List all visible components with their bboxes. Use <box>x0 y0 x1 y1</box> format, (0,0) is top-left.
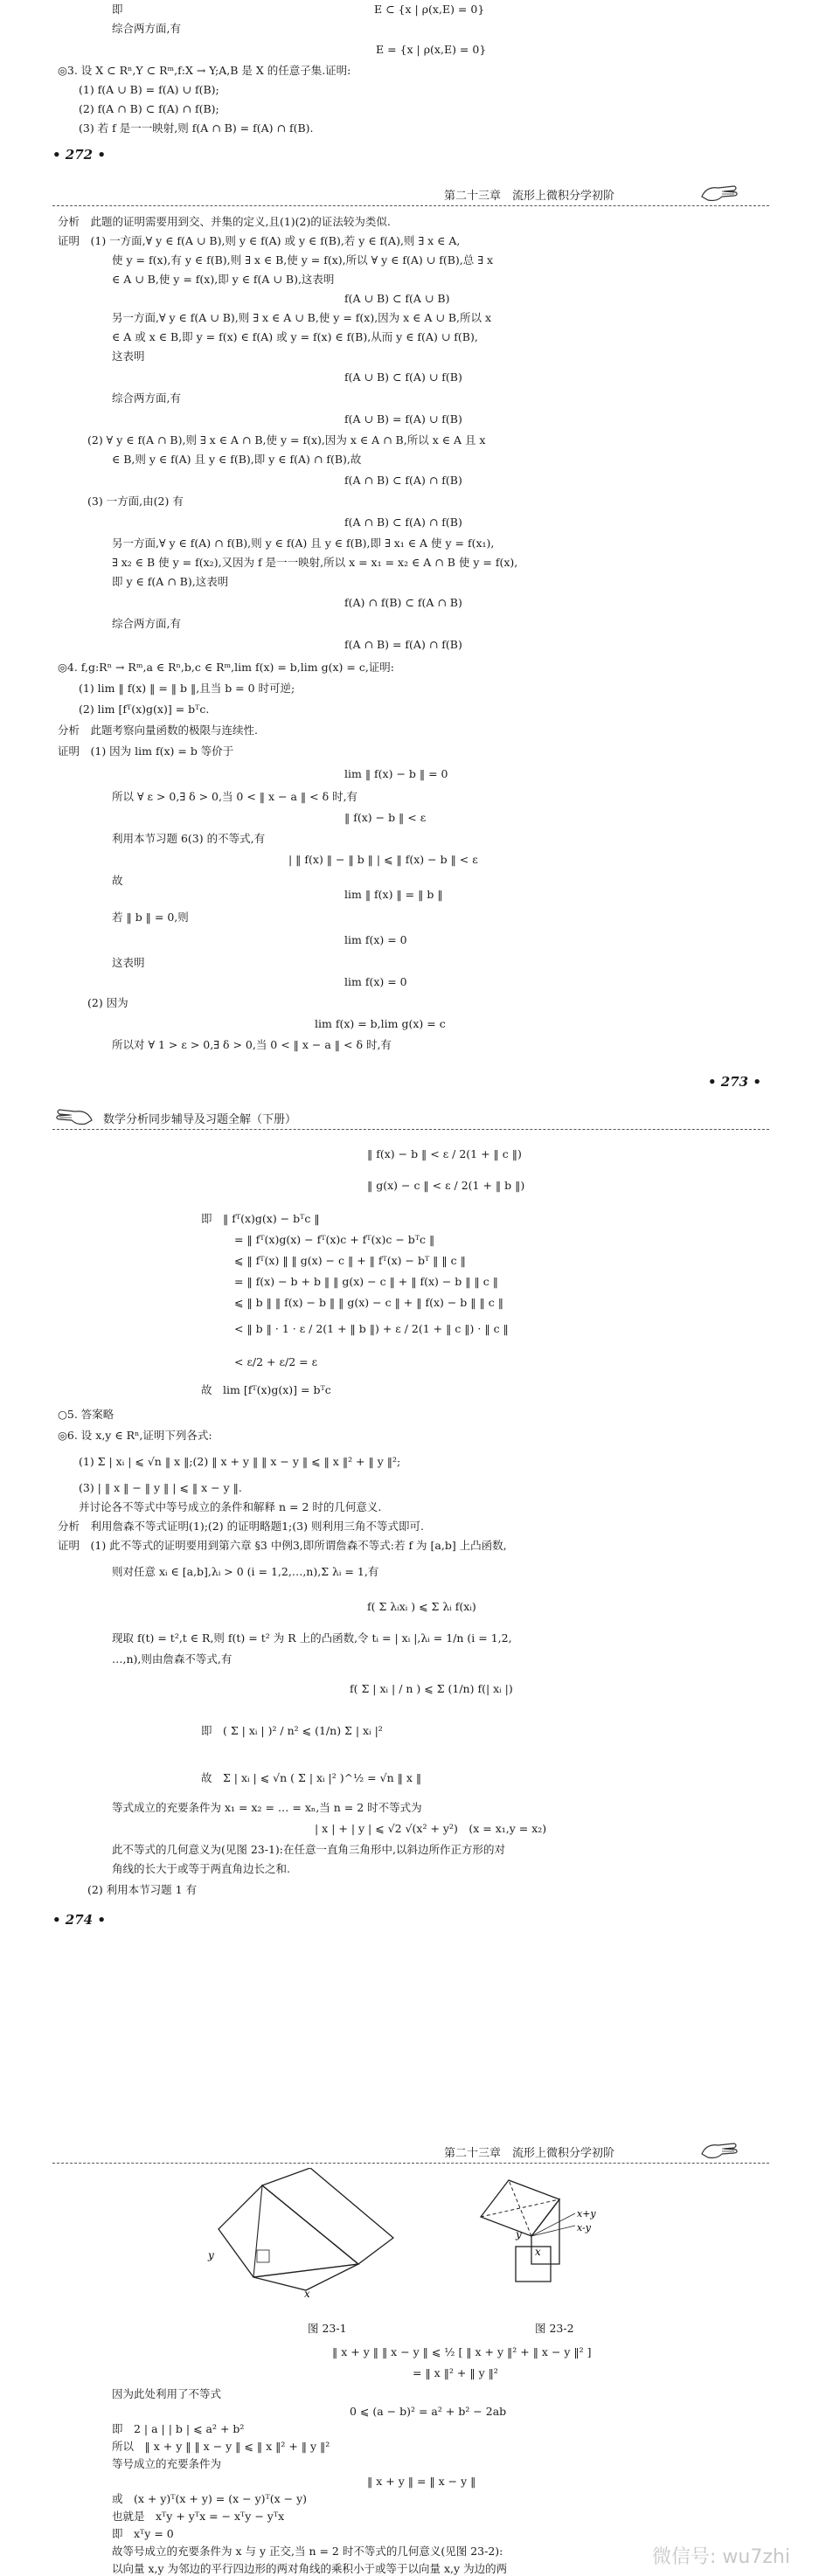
text-line: 所以 ∀ ε > 0,∃ δ > 0,当 0 < ‖ x − a ‖ < δ 时,有 <box>112 790 358 803</box>
text-line: (1) f(A ∪ B) = f(A) ∪ f(B); <box>79 83 219 96</box>
text-line: (2) 因为 <box>87 996 128 1009</box>
text-line: (2) f(A ∩ B) ⊂ f(A) ∩ f(B); <box>79 102 219 115</box>
text-line: 使 y = f(x),有 y ∈ f(B),则 ∃ x ∈ B,使 y = f(x),所以 ∀ y ∈ f(A) ∪ f(B),总 ∃ x <box>112 253 494 267</box>
text-line: 即 <box>112 3 123 16</box>
page-272 <box>0 0 819 175</box>
formula: E = {x | ρ(x,E) = 0} <box>376 43 487 56</box>
formula: ⩽ ‖ fᵀ(x) ‖ ‖ g(x) − c ‖ + ‖ fᵀ(x) − bᵀ ‖ ‖ c ‖ <box>234 1254 466 1267</box>
formula: f( Σ λᵢxᵢ ) ⩽ Σ λᵢ f(xᵢ) <box>367 1600 476 1613</box>
header-rule <box>52 2163 769 2164</box>
formula: ‖ x + y ‖ ‖ x − y ‖ ⩽ ½ [ ‖ x + y ‖² + ‖ x − y ‖² ] <box>332 2345 592 2358</box>
page-number: • 274 • <box>52 1912 106 1928</box>
text-line: (2) lim [fᵀ(x)g(x)] = bᵀc. <box>79 703 210 716</box>
formula: 即 ( Σ | xᵢ | )² / n² ⩽ (1/n) Σ | xᵢ |² <box>201 1724 383 1737</box>
text-line: (3) | ‖ x ‖ − ‖ y ‖ | ⩽ ‖ x − y ‖. <box>79 1481 242 1494</box>
text-line: 故 <box>112 874 123 887</box>
text-line: (1) lim ‖ f(x) ‖ = ‖ b ‖,且当 b = 0 时可逆; <box>79 682 295 695</box>
text-line: 即 y ∈ f(A ∩ B),这表明 <box>112 575 229 588</box>
figure-caption: 图 23-2 <box>535 2322 574 2335</box>
formula: = ‖ f(x) − b + b ‖ ‖ g(x) − c ‖ + ‖ f(x) − b ‖ ‖ c ‖ <box>234 1275 498 1288</box>
text-line: …,n),则由詹森不等式,有 <box>112 1652 233 1665</box>
formula: lim f(x) = 0 <box>344 933 407 946</box>
page-number: • 272 • <box>52 147 106 163</box>
text-line: 故等号成立的充要条件为 x 与 y 正交,当 n = 2 时不等式的几何意义(见图 23-2): <box>112 2545 503 2558</box>
text-line: (2) ∀ y ∈ f(A ∩ B),则 ∃ x ∈ A ∩ B,使 y = f(x),因为 x ∈ A ∩ B,所以 x ∈ A 且 x <box>87 433 486 447</box>
analysis-line: 分析 此题的证明需要用到交、并集的定义,且(1)(2)的证法较为类似. <box>58 215 391 228</box>
formula: f(A ∪ B) = f(A) ∪ f(B) <box>344 412 462 426</box>
text-line: 此不等式的几何意义为(见图 23-1):在任意一直角三角形中,以斜边所作正方形的对 <box>112 1843 505 1856</box>
figure-caption: 图 23-1 <box>308 2322 347 2335</box>
watermark: 微信号: wu7zhi <box>652 2546 790 2568</box>
formula: 所以 ‖ x + y ‖ ‖ x − y ‖ ⩽ ‖ x ‖² + ‖ y ‖² <box>112 2440 330 2453</box>
label-x: x <box>535 2246 541 2258</box>
formula: 也就是 xᵀy + yᵀx = − xᵀy − yᵀx <box>112 2510 285 2523</box>
formula: lim f(x) = 0 <box>344 975 407 988</box>
text-line: ∈ A 或 x ∈ B,即 y = f(x) ∈ f(A) 或 y = f(x) ∈ f(B),从而 y ∈ f(A) ∪ f(B), <box>112 330 478 343</box>
analysis-line: 分析 此题考察向量函数的极限与连续性. <box>58 724 258 737</box>
formula: f( Σ | xᵢ | / n ) ⩽ Σ (1/n) f(| xᵢ |) <box>350 1682 513 1695</box>
formula: f(A ∩ B) ⊂ f(A) ∩ f(B) <box>344 516 462 529</box>
analysis-line: 分析 利用詹森不等式证明(1);(2) 的证明略题1;(3) 则利用三角不等式即可. <box>58 1520 424 1533</box>
text-line: 这表明 <box>112 956 145 969</box>
hand-icon <box>699 181 739 204</box>
formula: | x | + | y | ⩽ √2 √(x² + y²) (x = x₁,y = x₂) <box>315 1822 547 1835</box>
label-y: y <box>208 2249 214 2261</box>
formula: f(A) ∩ f(B) ⊂ f(A ∩ B) <box>344 596 462 609</box>
formula: 0 ⩽ (a − b)² = a² + b² − 2ab <box>350 2405 507 2418</box>
text-line: 利用本节习题 6(3) 的不等式,有 <box>112 832 266 845</box>
running-header: 数学分析同步辅导及习题全解（下册） <box>103 1113 297 1126</box>
text-line: 另一方面,∀ y ∈ f(A ∪ B),则 ∃ x ∈ A ∪ B,使 y = f(x),因为 x ∈ A ∪ B,所以 x <box>112 311 492 324</box>
problem-statement: ◎4. f,g:Rⁿ → Rᵐ,a ∈ Rⁿ,b,c ∈ Rᵐ,lim f(x) = b,lim g(x) = c,证明: <box>58 661 395 674</box>
page-number: • 273 • <box>708 1074 761 1090</box>
proof-line: 证明 (1) 因为 lim f(x) = b 等价于 <box>58 744 234 758</box>
formula: f(A ∪ B) ⊂ f(A ∪ B) <box>344 292 450 305</box>
label-x-plus-y: x+y <box>577 2208 596 2219</box>
formula: lim ‖ f(x) − b ‖ = 0 <box>344 767 448 780</box>
text-line: (3) 一方面,由(2) 有 <box>87 495 184 508</box>
formula: f(A ∩ B) = f(A) ∩ f(B) <box>344 638 462 651</box>
formula: ‖ x + y ‖ = ‖ x − y ‖ <box>367 2475 476 2488</box>
formula: 即 xᵀy = 0 <box>112 2527 174 2540</box>
hand-icon <box>699 2138 739 2161</box>
running-header: 第二十三章 流形上微积分学初阶 <box>444 2147 615 2160</box>
text-line: 若 ‖ b ‖ = 0,则 <box>112 911 189 924</box>
running-header: 第二十三章 流形上微积分学初阶 <box>444 190 615 203</box>
formula: ‖ f(x) − b ‖ < ε <box>344 811 427 824</box>
label-x: x <box>304 2288 310 2299</box>
problem-statement: ◎3. 设 X ⊂ Rⁿ,Y ⊂ Rᵐ,f:X → Y;A,B 是 X 的任意子集.证明: <box>58 64 351 77</box>
formula: E ⊂ {x | ρ(x,E) = 0} <box>374 3 485 16</box>
text-line: (3) 若 f 是一一映射,则 f(A ∩ B) = f(A) ∩ f(B). <box>79 121 314 135</box>
text-line: ∃ x₂ ∈ B 使 y = f(x₂),又因为 f 是一一映射,所以 x = x₁ = x₂ ∈ A ∩ B 使 y = f(x), <box>112 556 518 569</box>
text-line: 因为此处利用了不等式 <box>112 2387 222 2400</box>
formula: ⩽ ‖ b ‖ ‖ f(x) − b ‖ ‖ g(x) − c ‖ + ‖ f(x) − b ‖ ‖ c ‖ <box>234 1296 503 1309</box>
text-line: 等式成立的充要条件为 x₁ = x₂ = … = xₙ,当 n = 2 时不等式为 <box>112 1801 422 1814</box>
header-rule <box>52 1129 769 1130</box>
hand-icon <box>54 1104 94 1127</box>
text-line: ∈ A ∪ B,使 y = f(x),即 y ∈ f(A ∪ B),这表明 <box>112 273 335 286</box>
text-line: 所以对 ∀ 1 > ε > 0,∃ δ > 0,当 0 < ‖ x − a ‖ < δ 时,有 <box>112 1038 392 1051</box>
label-x-minus-y: x-y <box>577 2222 591 2233</box>
text-line: 综合两方面,有 <box>112 617 181 630</box>
formula: ‖ f(x) − b ‖ < ε / 2(1 + ‖ c ‖) <box>367 1147 522 1160</box>
header-rule <box>52 205 769 206</box>
formula: 或 (x + y)ᵀ(x + y) = (x − y)ᵀ(x − y) <box>112 2492 308 2505</box>
text-line: 综合两方面,有 <box>112 22 181 35</box>
page-274 <box>0 1101 819 2132</box>
formula: ‖ g(x) − c ‖ < ε / 2(1 + ‖ b ‖) <box>367 1179 525 1192</box>
proof-line: 证明 (1) 一方面,∀ y ∈ f(A ∪ B),则 y ∈ f(A) 或 y ∈ f(B),若 y ∈ f(A),则 ∃ x ∈ A, <box>58 234 461 247</box>
text-line: 则对任意 xᵢ ∈ [a,b],λᵢ > 0 (i = 1,2,…,n),Σ λᵢ = 1,有 <box>112 1565 379 1578</box>
text-line: 综合两方面,有 <box>112 391 181 405</box>
problem-statement: ◎6. 设 x,y ∈ Rⁿ,证明下列各式: <box>58 1429 212 1442</box>
text-line: 以向量 x,y 为邻边的平行四边形的两对角线的乘积小于或等于以向量 x,y 为边的两 <box>112 2562 508 2575</box>
formula: 即 2 | a | | b | ⩽ a² + b² <box>112 2422 245 2435</box>
figure-23-1 <box>201 2168 402 2299</box>
text-line: (2) 利用本节习题 1 有 <box>87 1883 198 1896</box>
page-275 <box>0 2136 819 2574</box>
text-line: 并讨论各不等式中等号成立的条件和解释 n = 2 时的几何意义. <box>79 1500 382 1513</box>
proof-line: 证明 (1) 此不等式的证明要用到第六章 §3 中例3,即所谓詹森不等式:若 f 为 [a,b] 上凸函数, <box>58 1539 507 1552</box>
text-line: ∈ B,则 y ∈ f(A) 且 y ∈ f(B),即 y ∈ f(A) ∩ f(B),故 <box>112 453 362 466</box>
formula: | ‖ f(x) ‖ − ‖ b ‖ | ⩽ ‖ f(x) − b ‖ < ε <box>288 853 478 866</box>
text-line: 这表明 <box>112 350 145 363</box>
formula: f(A ∪ B) ⊂ f(A) ∪ f(B) <box>344 370 462 384</box>
formula: < ‖ b ‖ · 1 · ε / 2(1 + ‖ b ‖) + ε / 2(1 + ‖ c ‖) · ‖ c ‖ <box>234 1322 509 1335</box>
formula: = ‖ fᵀ(x)g(x) − fᵀ(x)c + fᵀ(x)c − bᵀc ‖ <box>234 1233 435 1246</box>
text-line: (1) Σ | xᵢ | ⩽ √n ‖ x ‖;(2) ‖ x + y ‖ ‖ x − y ‖ ⩽ ‖ x ‖² + ‖ y ‖²; <box>79 1455 401 1468</box>
label-y: y <box>516 2228 522 2240</box>
text-line: 角线的长大于或等于两直角边长之和. <box>112 1862 290 1875</box>
text-line: 另一方面,∀ y ∈ f(A) ∩ f(B),则 y ∈ f(A) 且 y ∈ f(B),即 ∃ x₁ ∈ A 使 y = f(x₁), <box>112 537 495 550</box>
text-line: 现取 f(t) = t²,t ∈ R,则 f(t) = t² 为 R 上的凸函数,令 tᵢ = | xᵢ |,λᵢ = 1/n (i = 1,2, <box>112 1631 512 1645</box>
page-273 <box>0 179 819 1097</box>
formula: lim f(x) = b,lim g(x) = c <box>315 1017 446 1030</box>
formula: < ε/2 + ε/2 = ε <box>234 1355 318 1368</box>
figure-23-2 <box>463 2168 638 2299</box>
formula: 故 Σ | xᵢ | ⩽ √n ( Σ | xᵢ |² )^½ = √n ‖ x ‖ <box>201 1771 422 1784</box>
formula: lim ‖ f(x) ‖ = ‖ b ‖ <box>344 888 443 901</box>
formula: 故 lim [fᵀ(x)g(x)] = bᵀc <box>201 1383 331 1396</box>
text-line: 等号成立的充要条件为 <box>112 2457 222 2470</box>
text-line: 即 ‖ fᵀ(x)g(x) − bᵀc ‖ <box>201 1212 320 1225</box>
formula: f(A ∩ B) ⊂ f(A) ∩ f(B) <box>344 474 462 487</box>
problem-statement: ○5. 答案略 <box>58 1408 115 1421</box>
formula: = ‖ x ‖² + ‖ y ‖² <box>413 2366 498 2379</box>
